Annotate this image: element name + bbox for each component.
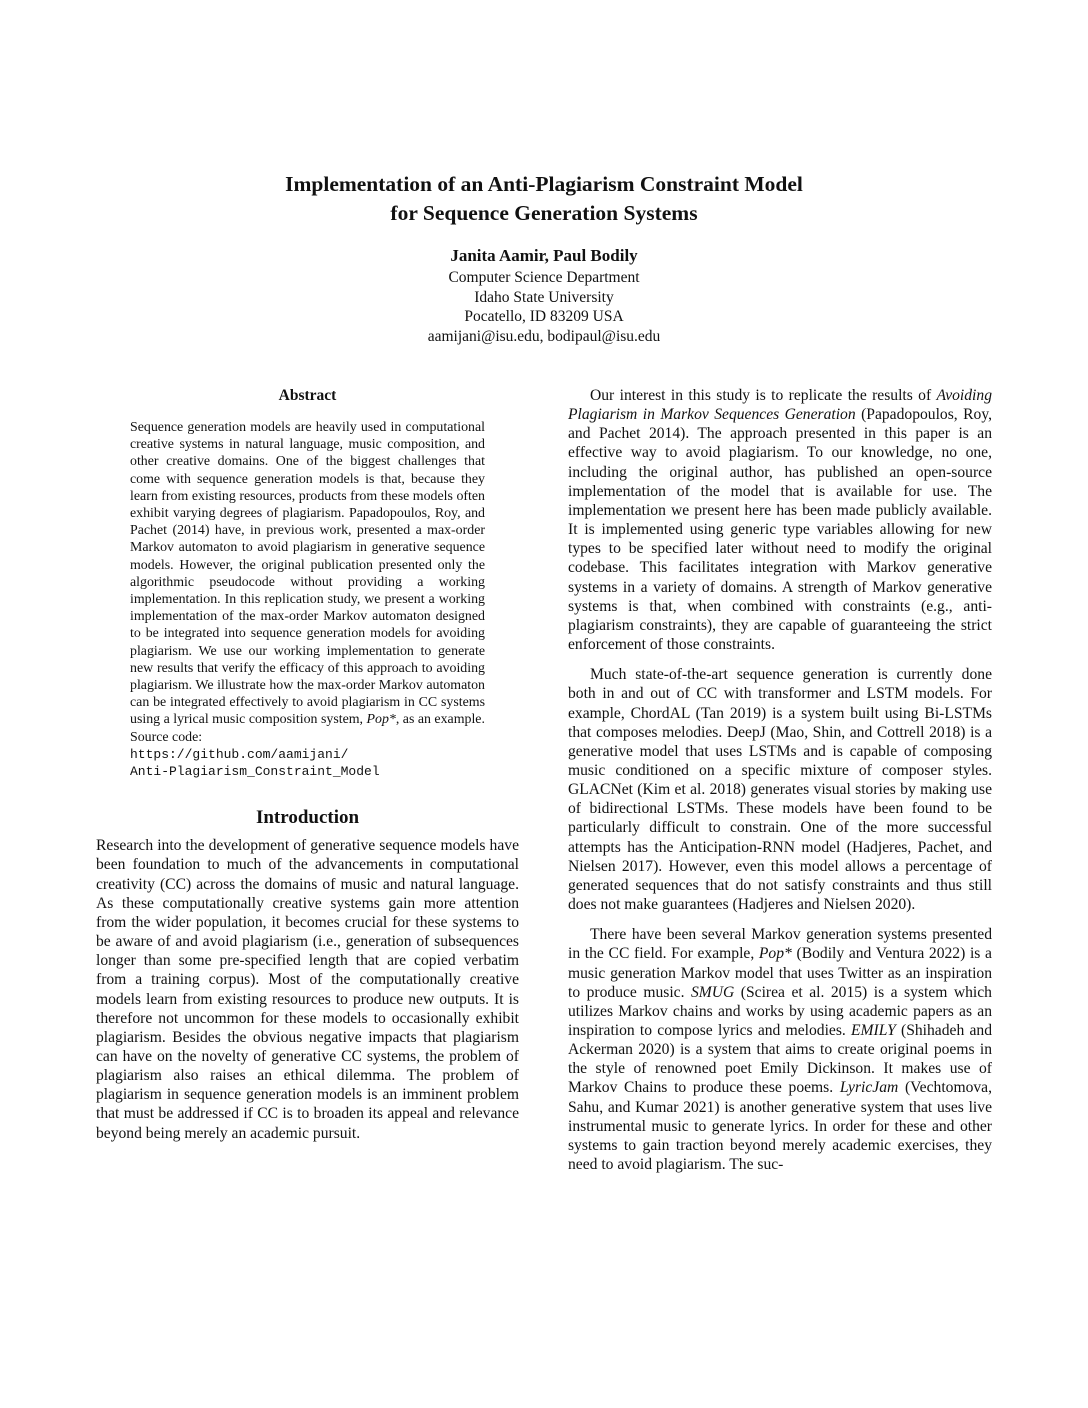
introduction-paragraph-1: Research into the development of generative sequence models have been foundation to much of the advancements in computational creativity (CC) across the domains of music and natural language. As these computationally creative systems gain more attention from the wider population, it becomes crucial for these systems to be aware of and avoid plagiarism (i.e., generation of subsequences longer than some pre-specified length that are copied verbatim from a training corpus). Most of the computationally creative models learn from existing resources to produce new outputs. It is therefore not uncommon for these models to occasionally exhibit plagiarism. Besides the obvious negative impacts that plagiarism can have on the novelty of generative CC systems, the problem of plagiarism also raises an ethical dilemma. The problem of plagiarism in sequence generation models is an imminent problem that must be addressed if CC is to broaden its appeal and relevance beyond being merely an academic pursuit. bbox=[96, 837, 519, 1142]
author-affiliation bbox=[0, 268, 1088, 346]
author-emails: aamijani@isu.edu, bodipaul@isu.edu bbox=[427, 327, 661, 345]
abstract-system-name: Pop* bbox=[366, 712, 396, 728]
system-smug-name: SMUG bbox=[691, 983, 735, 1001]
affiliation-city: Pocatello, ID 83209 USA bbox=[464, 308, 624, 326]
abstract-heading: Abstract bbox=[278, 387, 337, 404]
right-p3-intro: There have been several Markov generation systems presented in the CC field. For example, bbox=[568, 926, 992, 963]
right-paragraph-1 bbox=[568, 386, 992, 654]
affiliation-university: Idaho State University bbox=[474, 288, 614, 306]
right-column bbox=[568, 386, 992, 1174]
right-p3-part-d: (Shihadeh and Ackerman 2020) is a system that aims to create original poems in the style of renowned poet Emily Dickinson. It makes use of Markov Chains to produce these poems. bbox=[568, 1022, 992, 1097]
source-code-url-line-2[interactable]: Anti-Plagiarism_Constraint_Model bbox=[130, 764, 380, 780]
right-p3-part-c: (Scirea et al. 2015) is a system which utilizes Markov chains and works by using academic papers as an inspiration to compose lyrics and melodies. bbox=[568, 983, 992, 1039]
right-p1-intro: Our interest in this study is to replicate the results of bbox=[590, 387, 937, 404]
abstract-body bbox=[130, 419, 485, 780]
right-p3-part-e: (Vechtomova, Sahu, and Kumar 2021) is another generative system that uses live instrumental music to generate lyrics. In order for these and other systems to gain traction beyond merely academic exercises, they need to avoid plagiarism. The suc- bbox=[568, 1079, 992, 1174]
paper-authors: Janita Aamir, Paul Bodily bbox=[450, 246, 638, 265]
affiliation-department: Computer Science Department bbox=[448, 269, 640, 286]
system-emily-name: EMILY bbox=[851, 1022, 896, 1039]
system-lyricjam-name: LyricJam bbox=[839, 1079, 899, 1097]
right-paragraph-2: Much state-of-the-art sequence generation is currently done both in and out of CC with transformer and LSTM models. For example, ChordAL (Tan 2019) is a system built using Bi-LSTMs that composes melodies. DeepJ (Mao, Shin, and Cottrell 2018) is a generative model that uses LSTMs and is capable of composing music conditioned on a specific mixture of composer styles. GLACNet (Kim et al. 2018) generates visual stories by making use of bidirectional LSTMs. These models have been found to be particularly difficult to constrain. One of the more successful attempts has the Anticipation-RNN model (Hadjeres, Pachet, and Nielsen 2017). However, even this model allows a percentage of generated sequences that do not satisfy constraints and thus still does not make guarantees (Hadjeres and Nielsen 2020). bbox=[568, 666, 992, 914]
right-paragraph-3 bbox=[568, 925, 992, 1174]
introduction-heading: Introduction bbox=[255, 807, 360, 829]
abstract-text-end: , as an example. bbox=[395, 712, 485, 728]
abstract-main-text: Sequence generation models are heavily used in computational creative systems in natural language, music composition, and other creative domains. One of the biggest challenges that come with sequence generation models is that, because they learn from existing resources, products from these models often exhibit varying degrees of plagiarism. Papadopoulos, Roy, and Pachet (2014) have, in previous work, presented a max-order Markov automaton to avoid plagiarism in generative sequence models. However, the original publication presented only the algorithmic pseudocode without providing a working implementation. In this replication study, we present a working implementation of the max-order Markov automaton designed to be integrated into sequence generation models for avoiding plagiarism. We use our working implementation to generate new results that verify the efficacy of this approach to avoiding plagiarism. We illustrate how the max-order Markov automaton can be integrated effectively to avoid plagiarism in CC systems using a lyrical music composition system, bbox=[130, 420, 485, 728]
left-column bbox=[96, 386, 519, 1143]
right-p3-part-b: (Bodily and Ventura 2022) is a music generation Markov model that uses Twitter as an inspiration to produce music. bbox=[568, 945, 992, 1001]
system-pop-name: Pop* bbox=[758, 945, 792, 963]
paper-title bbox=[0, 170, 1088, 228]
paper-title-line-1: Implementation of an Anti-Plagiarism Constraint Model bbox=[285, 172, 803, 196]
right-p1-rest: (Papadopoulos, Roy, and Pachet 2014). The approach presented in this paper is an effective way to avoid plagiarism. To our knowledge, no one, including the original author, has published an open-source implementation of the model that is available for use. The implementation we present here has been made publicly available. It is implemented using generic type variables allowing for new types to be specified later without need to modify the original codebase. This facilitates integration with Markov generative systems in a variety of domains. A strength of Markov generative systems is that, when combined with constraints (e.g., anti-plagiarism constraints), they are capable of guaranteeing the strict enforcement of those constraints. bbox=[568, 406, 992, 654]
source-code-url-line-1[interactable]: https://github.com/aamijani/ bbox=[130, 746, 349, 762]
cited-paper-title: Avoiding Plagiarism in Markov Sequences Generation bbox=[568, 387, 992, 424]
abstract-source-label: Source code: bbox=[130, 729, 203, 745]
abstract-text bbox=[130, 419, 485, 729]
paper-title-line-2: for Sequence Generation Systems bbox=[390, 201, 698, 225]
